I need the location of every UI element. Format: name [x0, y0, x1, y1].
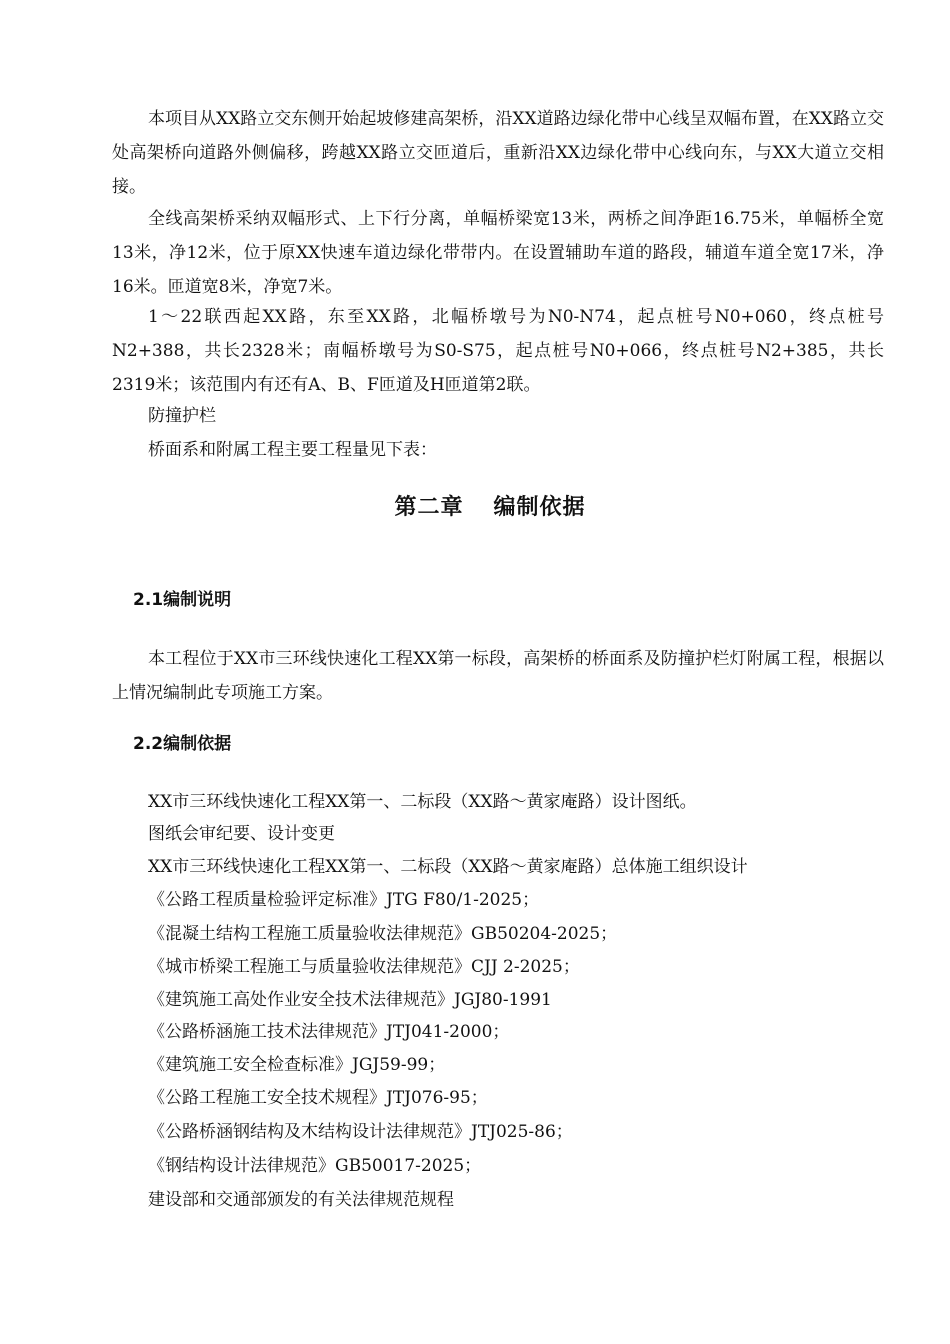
- section-2-1-heading: 2.1编制说明: [133, 590, 232, 610]
- quantities-line: 桥面系和附属工程主要工程量见下表：: [148, 440, 437, 460]
- intro-paragraph-3: 1～22联西起XX路，东至XX路，北幅桥墩号为N0-N74，起点桩号N0+060，终点桩号N2+388，共长2328米；南幅桥墩号为S0-S75，起点桩号N0+066，终点桩号N2+385，共长2319米；该范围内有还有A、B、F匝道及H匝道第2联。: [112, 307, 884, 395]
- basis-item: 《建筑施工安全检查标准》JGJ59-99；: [148, 1055, 446, 1075]
- basis-item: 图纸会审纪要、设计变更: [148, 824, 335, 844]
- intro-paragraph-2: 全线高架桥采纳双幅形式、上下行分离，单幅桥梁宽13米，两桥之间净距16.75米，单幅桥全宽13米，净12米，位于原XX快速车道边绿化带带内。在设置辅助车道的路段，辅道车道全宽17米，净16米。匝道宽8米，净宽7米。: [112, 209, 884, 297]
- basis-item: 《城市桥梁工程施工与质量验收法律规范》CJJ 2-2025；: [148, 957, 580, 977]
- section-2-1-paragraph: 本工程位于XX市三环线快速化工程XX第一标段，高架桥的桥面系及防撞护栏灯附属工程，根据以上情况编制此专项施工方案。: [112, 649, 884, 703]
- basis-item: 《公路桥涵施工技术法律规范》JTJ041-2000；: [148, 1022, 510, 1042]
- basis-item: 《公路桥涵钢结构及木结构设计法律规范》JTJ025-86；: [148, 1122, 573, 1142]
- chapter-number: 第二章: [394, 495, 464, 520]
- intro-paragraph-1: 本项目从XX路立交东侧开始起坡修建高架桥，沿XX道路边绿化带中心线呈双幅布置，在XX路立交处高架桥向道路外侧偏移，跨越XX路立交匝道后，重新沿XX边绿化带中心线向东，与XX大道立交相接。: [112, 109, 884, 197]
- section-2-2-heading: 2.2编制依据: [133, 734, 232, 754]
- basis-item: XX市三环线快速化工程XX第一、二标段（XX路～黄家庵路）设计图纸。: [148, 792, 697, 812]
- guardrail-line: 防撞护栏: [148, 406, 216, 426]
- basis-item: 《公路工程质量检验评定标准》JTG F80/1-2025；: [148, 890, 540, 910]
- chapter-title: 编制依据: [493, 495, 586, 520]
- basis-item: 《建筑施工高处作业安全技术法律规范》JGJ80-1991: [148, 990, 552, 1010]
- basis-item: 《公路工程施工安全技术规程》JTJ076-95；: [148, 1088, 488, 1108]
- basis-item: 《混凝土结构工程施工质量验收法律规范》GB50204-2025；: [148, 924, 618, 944]
- chapter-heading: [0, 490, 950, 521]
- basis-item: 建设部和交通部颁发的有关法律规范规程: [148, 1190, 454, 1210]
- basis-item: 《钢结构设计法律规范》GB50017-2025；: [148, 1156, 482, 1176]
- basis-item: XX市三环线快速化工程XX第一、二标段（XX路～黄家庵路）总体施工组织设计: [148, 857, 748, 877]
